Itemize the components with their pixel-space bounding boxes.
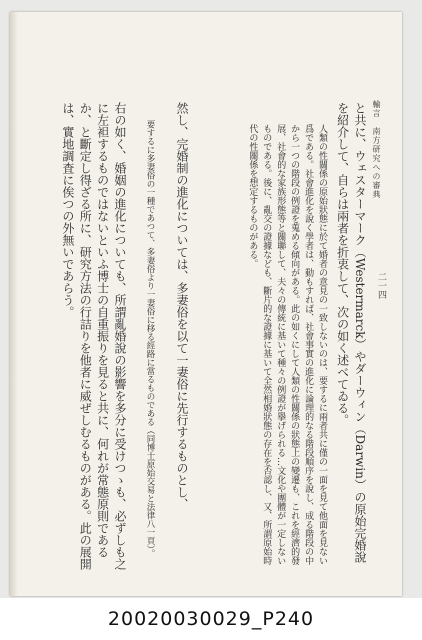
body-text-middle: 然し、完婚制の進化については、多妻俗を以て一妻俗に先行するものとし、 [175,102,189,510]
running-title: 輸言 南方研究への審典 [372,100,381,199]
page-number: 二一四 [376,272,386,299]
body-paragraph-conclusion [58,102,128,572]
quoted-passage [244,124,328,572]
body-text-intro: と共に、ウェスターマーク（Westermarck）やダーウィン（Darwin）の原始完婚說を紹介して、自らは兩者を折衷して、次の如く述べてゐる。 [335,102,367,563]
body-text-conclusion: 右の如く、婚姻の進化についても、所謂亂婚說の影響を多分に受けつゝも、必ずしも之に左袒するものではないといふ博士の自重振りを見ると共に、何れが常態原則であるか、と斷定し得ざる所に、研究方法の行詰りを他者に威ぜしむるものがある。此の展開は、實地調査に俟つの外無いであらう。 [60,102,127,570]
page-gutter-shadow [10,12,18,596]
quoted-passage-text: 人類の性關係の原始狀態に於て婚者の意見の一致しないのは、要するに兩者共に僅の一面を見て他面を見ない爲である。社會進化を說く學者は、動もすれば、社會事實の進化に論理的なる階段順序を說し、成る階段の中から一つの階段の例證を蒐める傾向がある。此の如くにして人類の性關係の狀態上の變遷も、これを經濟的發展、社會的な家族形態等と關聯して、夫々の傳統に基いて種々の例證が擧げられる…文化や團體が一定しないものである。後に、亂交の證據なども、斷片的な證據に基いて全然相婚狀態の存在を否認し、又、所謂原始時代の性關係を想定するものがある。 [247,124,327,565]
book-page [10,12,402,596]
body-paragraph-intro [333,102,368,572]
footnote-passage [144,120,156,572]
image-caption: 20020030029_P240 [0,598,422,640]
footnote-text: 要するに多妻俗の一種であつて、多妻俗より一妻俗に移る經路に當るものである（同博士原始交易と法律八一頁）。 [145,120,155,558]
body-paragraph-middle [173,102,190,572]
